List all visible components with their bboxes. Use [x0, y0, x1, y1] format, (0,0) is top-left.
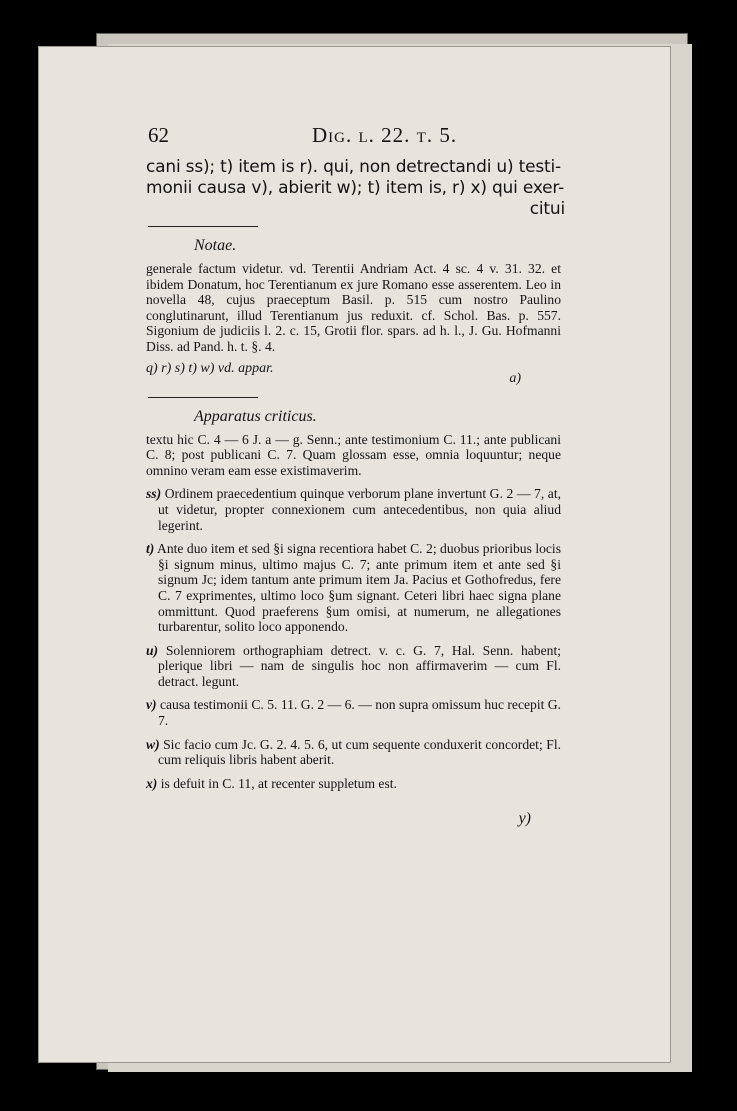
section-divider [148, 226, 258, 227]
apparatus-section [146, 432, 601, 827]
entry-marker: u) [146, 642, 159, 658]
entry-text: Ante duo item et sed §i signa recentiora habet C. 2; duobus prioribus locis §i signum minus, ultimo majus C. 7; ante primum item et ante sed §i signum Jc; idem tantum ante primum item Ja. Pacius et Gothofredus, fere C. 7 exprimentes, ultimo loco §um signant. Ceteri libri haec signa plane ommittunt. Quod praeferens §um omisi, at numerum, ne allegationes turbarentur, solito loco apponendo. [157, 541, 561, 635]
apparatus-title: Apparatus criticus. [194, 407, 317, 425]
entry-marker: w) [146, 736, 160, 752]
apparatus-entry [146, 541, 561, 635]
entry-text: Solenniorem orthographiam detrect. v. c. G. 7, Hal. Senn. habent; plerique libri — nam de singulis hoc non affirmaverim — cum Fl. detract. legunt. [158, 642, 561, 689]
apparatus-entry [146, 697, 561, 728]
main-text-line: citui [529, 199, 565, 219]
apparatus-entry [146, 776, 561, 792]
page-header [146, 123, 601, 153]
notae-title: Notae. [194, 237, 237, 254]
entry-marker: x) [146, 775, 158, 791]
entry-marker: t) [146, 541, 155, 557]
section-divider [148, 397, 258, 398]
catchword: y) [518, 810, 531, 828]
apparatus-entry [146, 737, 561, 768]
notae-section [146, 261, 601, 386]
book-page [38, 46, 671, 1063]
notae-right-marker: a) [509, 370, 521, 386]
main-text-line: monii causa v), abierit w); t) item is, r) x) qui exer- [146, 178, 565, 198]
notae-text: generale factum videtur. vd. Terentii Andriam Act. 4 sc. 4 v. 31. 32. et ibidem Donatum, hoc Terentianum ex jure Romano esse asserentem. Leo in novella 48, cujus praeceptum Basil. p. 515 cum nostro Paulino conglutinarunt, illud Terentianum jus reduxit. cf. Schol. Bas. p. 557. Sigonium de judiciis l. 2. c. 15, Grotii flor. spars. ad h. l., J. Gu. Hofmanni Diss. ad Pand. h. t. §. 4. [146, 261, 561, 354]
apparatus-entry [146, 486, 561, 533]
main-text [146, 157, 601, 220]
notae-refs-line [146, 360, 561, 386]
entry-text: is defuit in C. 11, at recenter suppletum est. [160, 775, 397, 791]
apparatus-intro: textu hic C. 4 — 6 J. a — g. Senn.; ante testimonium C. 11.; ante publicani C. 8; post publicani C. 7. Quam glossam esse, omnia loquuntur; neque omnino veram eam esse existimaverim. [146, 431, 561, 478]
apparatus-entry [146, 643, 561, 690]
page-content [146, 123, 601, 827]
main-text-line: cani ss); t) item is r). qui, non detrectandi u) testi- [146, 157, 561, 177]
entry-marker: v) [146, 697, 157, 713]
entry-marker: ss) [146, 486, 162, 502]
notae-refs: q) r) s) t) w) vd. appar. [146, 360, 274, 376]
entry-text: causa testimonii C. 5. 11. G. 2 — 6. — non supra omissum huc recepit G. 7. [158, 697, 561, 729]
entry-text: Sic facio cum Jc. G. 2. 4. 5. 6, ut cum sequente conduxerit concordet; Fl. cum reliquis libris habent aberit. [158, 736, 561, 768]
entry-text: Ordinem praecedentium quinque verborum plane invertunt G. 2 — 7, at, ut videtur, propter connexionem cum antecedentibus, non quia aliud legerint. [158, 486, 562, 533]
running-title: Dig. l. 22. t. 5. [312, 123, 458, 147]
page-number: 62 [148, 123, 169, 147]
